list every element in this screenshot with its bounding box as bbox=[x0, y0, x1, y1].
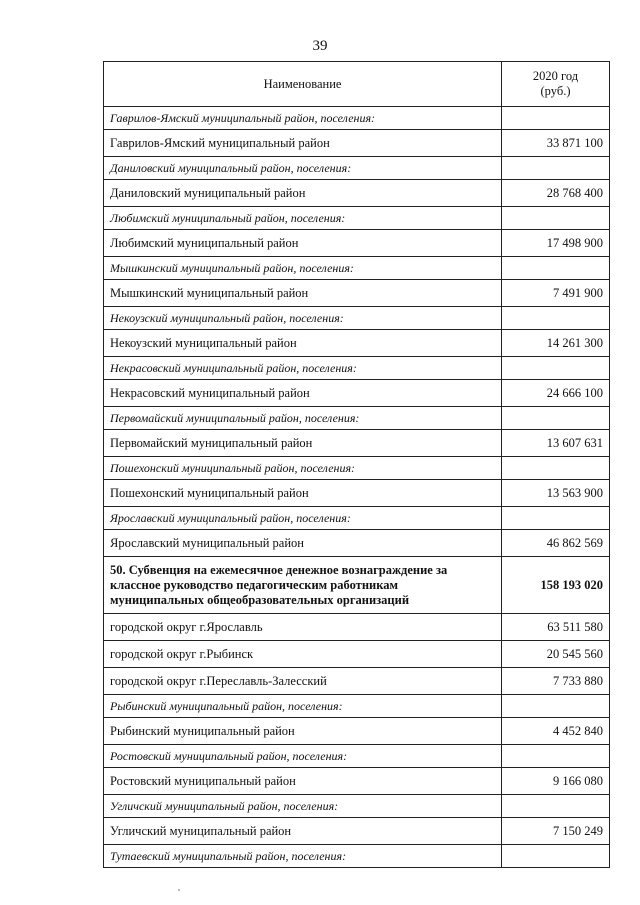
row-amount: 28 768 400 bbox=[502, 180, 610, 207]
group-heading-row bbox=[104, 407, 610, 430]
row-amount bbox=[502, 257, 610, 280]
row-name: Ярославский муниципальный район, поселения: bbox=[104, 507, 502, 530]
group-heading-row bbox=[104, 745, 610, 768]
column-header-year: 2020 год bbox=[532, 69, 579, 83]
row-name: Ростовский муниципальный район bbox=[104, 768, 502, 795]
row-amount bbox=[502, 695, 610, 718]
row-name: Ярославский муниципальный район bbox=[104, 530, 502, 557]
row-name: 50. Субвенция на ежемесячное денежное вознаграждение за классное руководство педагогическим работникам муниципальных общеобразовательных организаций bbox=[104, 557, 502, 614]
row-amount bbox=[502, 745, 610, 768]
row-amount: 13 607 631 bbox=[502, 430, 610, 457]
row-amount bbox=[502, 307, 610, 330]
row-name: Угличский муниципальный район, поселения: bbox=[104, 795, 502, 818]
group-heading-row bbox=[104, 507, 610, 530]
row-amount: 7 491 900 bbox=[502, 280, 610, 307]
row-amount: 13 563 900 bbox=[502, 480, 610, 507]
table-row bbox=[104, 480, 610, 507]
group-heading-row bbox=[104, 207, 610, 230]
group-heading-row bbox=[104, 695, 610, 718]
table-body bbox=[104, 107, 610, 868]
row-amount: 17 498 900 bbox=[502, 230, 610, 257]
row-amount: 14 261 300 bbox=[502, 330, 610, 357]
row-name: Мышкинский муниципальный район bbox=[104, 280, 502, 307]
row-name: Ростовский муниципальный район, поселения: bbox=[104, 745, 502, 768]
budget-table bbox=[103, 61, 610, 868]
row-amount: 7 150 249 bbox=[502, 818, 610, 845]
row-amount: 63 511 580 bbox=[502, 614, 610, 641]
row-amount bbox=[502, 507, 610, 530]
column-header-amount bbox=[502, 62, 610, 107]
row-amount: 9 166 080 bbox=[502, 768, 610, 795]
row-amount: 4 452 840 bbox=[502, 718, 610, 745]
table-row bbox=[104, 641, 610, 668]
table-row bbox=[104, 668, 610, 695]
row-name: Даниловский муниципальный район, поселения: bbox=[104, 157, 502, 180]
row-name: Рыбинский муниципальный район bbox=[104, 718, 502, 745]
row-name: Первомайский муниципальный район, поселения: bbox=[104, 407, 502, 430]
row-amount: 7 733 880 bbox=[502, 668, 610, 695]
row-amount bbox=[502, 795, 610, 818]
row-name: городской округ г.Рыбинск bbox=[104, 641, 502, 668]
row-amount bbox=[502, 457, 610, 480]
table-row bbox=[104, 430, 610, 457]
table-row bbox=[104, 180, 610, 207]
row-name: Гаврилов-Ямский муниципальный район bbox=[104, 130, 502, 157]
table-row bbox=[104, 614, 610, 641]
row-amount bbox=[502, 407, 610, 430]
row-amount bbox=[502, 357, 610, 380]
group-heading-row bbox=[104, 307, 610, 330]
row-amount bbox=[502, 107, 610, 130]
table-row bbox=[104, 768, 610, 795]
row-name: Некоузский муниципальный район bbox=[104, 330, 502, 357]
table-row bbox=[104, 380, 610, 407]
row-amount: 20 545 560 bbox=[502, 641, 610, 668]
group-heading-row bbox=[104, 457, 610, 480]
table-row bbox=[104, 230, 610, 257]
row-name: Некрасовский муниципальный район bbox=[104, 380, 502, 407]
row-name: Некоузский муниципальный район, поселения: bbox=[104, 307, 502, 330]
row-amount bbox=[502, 157, 610, 180]
table-row bbox=[104, 818, 610, 845]
table-row bbox=[104, 130, 610, 157]
group-heading-row bbox=[104, 257, 610, 280]
row-name: Тутаевский муниципальный район, поселения: bbox=[104, 845, 502, 868]
row-name: Даниловский муниципальный район bbox=[104, 180, 502, 207]
row-name: Любимский муниципальный район bbox=[104, 230, 502, 257]
row-name: Гаврилов-Ямский муниципальный район, поселения: bbox=[104, 107, 502, 130]
row-amount bbox=[502, 845, 610, 868]
row-amount: 158 193 020 bbox=[502, 557, 610, 614]
row-name: Пошехонский муниципальный район bbox=[104, 480, 502, 507]
row-amount: 24 666 100 bbox=[502, 380, 610, 407]
section-row bbox=[104, 557, 610, 614]
group-heading-row bbox=[104, 107, 610, 130]
column-header-unit: (руб.) bbox=[540, 84, 571, 98]
row-amount: 33 871 100 bbox=[502, 130, 610, 157]
table-row bbox=[104, 530, 610, 557]
group-heading-row bbox=[104, 845, 610, 868]
group-heading-row bbox=[104, 357, 610, 380]
table-header-row bbox=[104, 62, 610, 107]
row-name: Угличский муниципальный район bbox=[104, 818, 502, 845]
page-number: 39 bbox=[312, 38, 328, 54]
row-name: Мышкинский муниципальный район, поселения: bbox=[104, 257, 502, 280]
row-name: городской округ г.Ярославль bbox=[104, 614, 502, 641]
table-row bbox=[104, 718, 610, 745]
table-row bbox=[104, 330, 610, 357]
row-name: Пошехонский муниципальный район, поселения: bbox=[104, 457, 502, 480]
row-name: городской округ г.Переславль-Залесский bbox=[104, 668, 502, 695]
scan-artifact bbox=[178, 889, 180, 891]
row-amount: 46 862 569 bbox=[502, 530, 610, 557]
table-row bbox=[104, 280, 610, 307]
group-heading-row bbox=[104, 795, 610, 818]
group-heading-row bbox=[104, 157, 610, 180]
row-name: Первомайский муниципальный район bbox=[104, 430, 502, 457]
row-amount bbox=[502, 207, 610, 230]
row-name: Любимский муниципальный район, поселения: bbox=[104, 207, 502, 230]
column-header-name: Наименование bbox=[104, 62, 502, 107]
row-name: Рыбинский муниципальный район, поселения: bbox=[104, 695, 502, 718]
row-name: Некрасовский муниципальный район, поселения: bbox=[104, 357, 502, 380]
